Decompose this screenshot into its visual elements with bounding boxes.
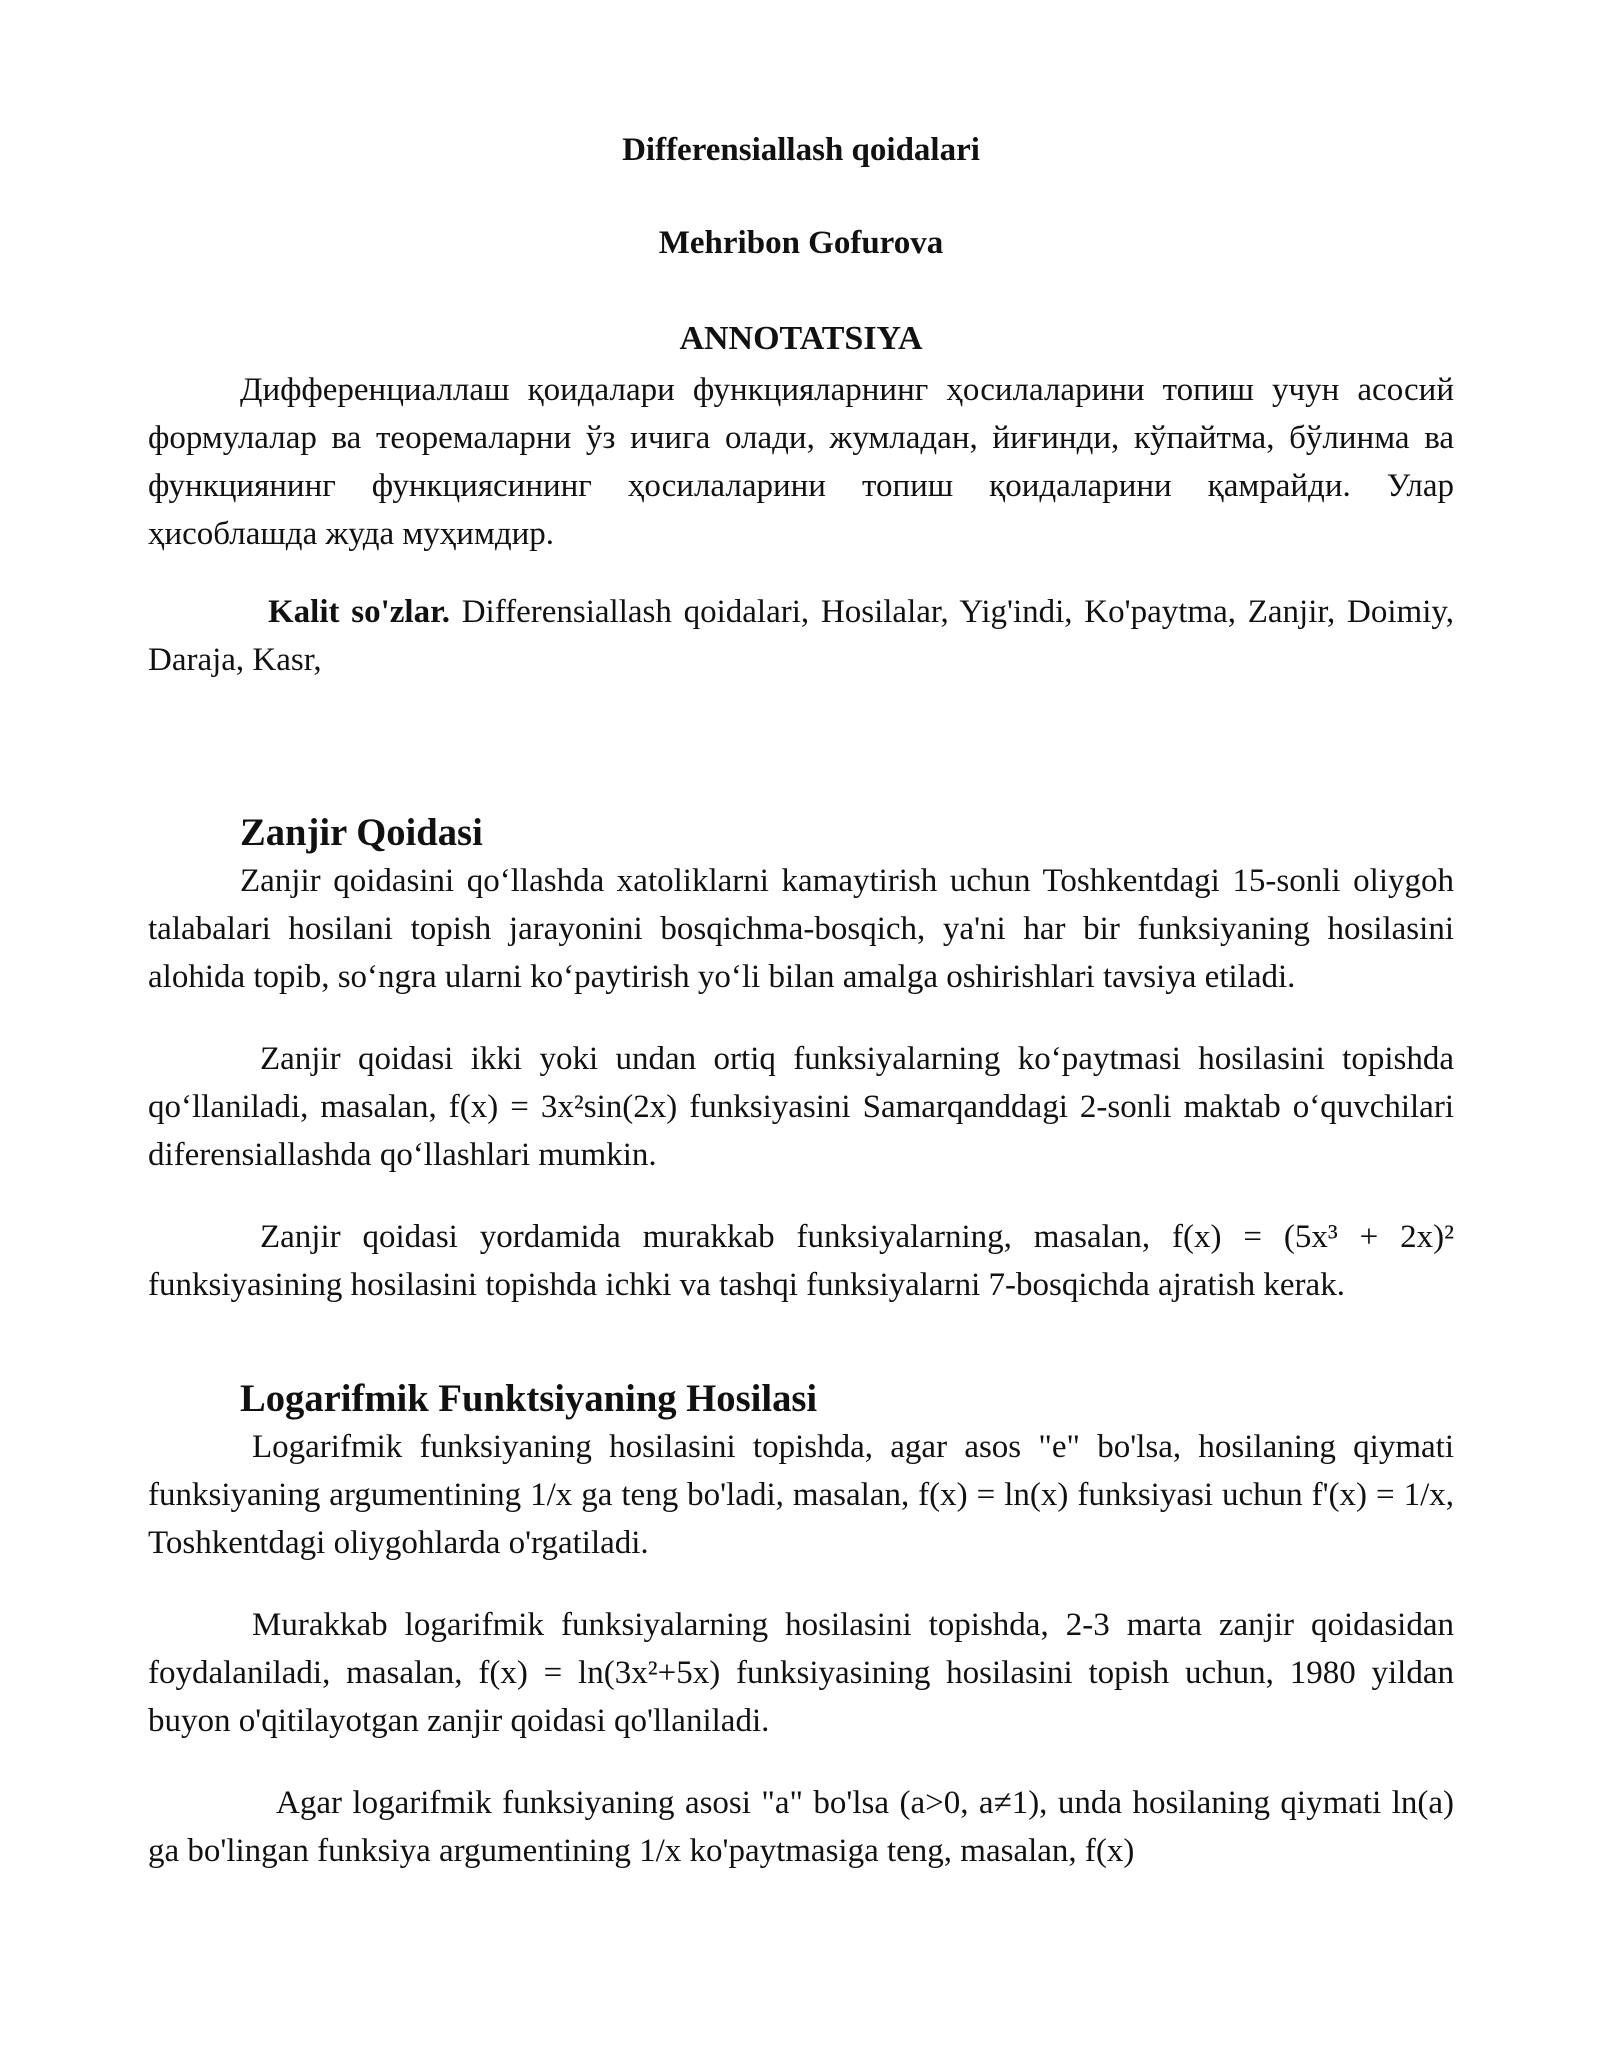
zanjir-paragraph-1: Zanjir qoidasini qo‘llashda xatoliklarni kamaytirish uchun Toshkentdagi 15-sonli oliygoh talabalari hosilani topish jarayonini bosqichma-bosqich, ya'ni har bir funksiyaning hosilasini alohida topib, so‘ngra ularni ko‘paytirish yo‘li bilan amalga oshirishlari tavsiya etiladi. [148, 863, 1454, 995]
keywords-label: Kalit so'zlar. [268, 594, 450, 630]
logarifmik-paragraph-2: Murakkab logarifmik funksiyalarning hosilasini topishda, 2-3 marta zanjir qoidasidan foydalaniladi, masalan, f(x) = ln(3x²+5x) funksiyasining hosilasini topish uchun, 1980 yildan buyon o'qitilayotgan zanjir qoidasi qo'llaniladi. [148, 1607, 1454, 1739]
keywords-list: Differensiallash qoidalari, Hosilalar, Yig'indi, Ko'paytma, Zanjir, Doimiy, Daraja, Kasr, [148, 594, 1454, 678]
annotation-heading: ANNOTATSIYA [679, 320, 923, 357]
section-heading-logarifmik: Logarifmik Funktsiyaning Hosilasi [240, 1378, 818, 1420]
keywords-paragraph [148, 588, 1454, 684]
logarifmik-paragraph-3: Agar logarifmik funksiyaning asosi "a" bo'lsa (a>0, a≠1), unda hosilaning qiymati ln(a) ga bo'lingan funksiya argumentining 1/x ko'paytmasiga teng, masalan, f(x) [148, 1785, 1454, 1869]
zanjir-paragraph-3: Zanjir qoidasi yordamida murakkab funksiyalarning, masalan, f(x) = (5x³ + 2x)² funksiyasining hosilasini topishda ichki va tashqi funksiyalarni 7-bosqichda ajratish kerak. [148, 1219, 1454, 1303]
annotation-text: Дифференциаллаш қоидалари функцияларнинг ҳосилаларини топиш учун асосий формулалар ва теоремаларни ўз ичига олади, жумладан, йиғинди, кўпайтма, бўлинма ва функциянинг функциясининг ҳосилаларини топиш қоидаларини қамрайди. Улар ҳисоблашда жуда муҳимдир. [148, 372, 1454, 552]
zanjir-paragraph-2: Zanjir qoidasi ikki yoki undan ortiq funksiyalarning ko‘paytmasi hosilasini topishda qo‘llaniladi, masalan, f(x) = 3x²sin(2x) funksiyasini Samarqanddagi 2-sonli maktab o‘quvchilari diferensiallashda qo‘llashlari mumkin. [148, 1041, 1454, 1173]
section-heading-zanjir: Zanjir Qoidasi [240, 812, 483, 854]
document-title: Differensiallash qoidalari [622, 132, 980, 168]
author-name: Mehribon Gofurova [658, 225, 944, 261]
logarifmik-paragraph-1: Logarifmik funksiyaning hosilasini topishda, agar asos "e" bo'lsa, hosilaning qiymati funksiyaning argumentining 1/x ga teng bo'ladi, masalan, f(x) = ln(x) funksiyasi uchun f'(x) = 1/x, Toshkentdagi oliygohlarda o'rgatiladi. [148, 1429, 1454, 1561]
